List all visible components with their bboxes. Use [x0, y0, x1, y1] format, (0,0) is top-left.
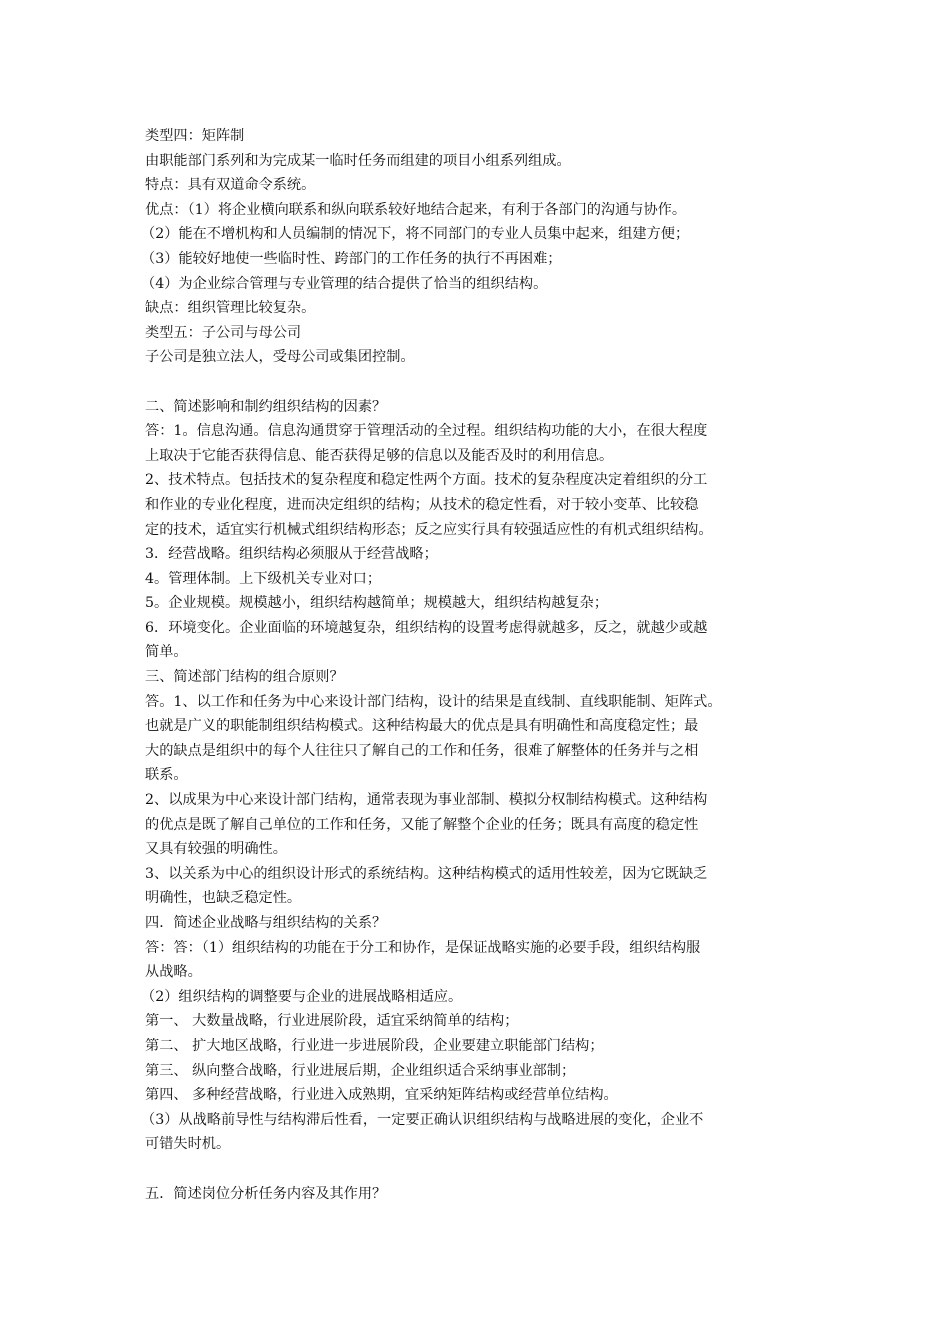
text-line: 优点：（1）将企业横向联系和纵向联系较好地结合起来，有利于各部门的沟通与协作。: [145, 201, 687, 218]
text-line: 又具有较强的明确性。: [145, 841, 287, 858]
section-heading: 二、简述影响和制约组织结构的因素？: [145, 398, 387, 415]
text-line: 答。1、以工作和任务为中心来设计部门结构，设计的结果是直线制、直线职能制、矩阵式。: [145, 693, 722, 710]
text-line: 第一、 大数量战略，行业进展阶段，适宜采纳简单的结构；: [145, 1013, 519, 1030]
text-line: 第二、 扩大地区战略，行业进一步进展阶段，企业要建立职能部门结构；: [145, 1037, 604, 1054]
text-line: 5。企业规模。规模越小，组织结构越简单；规模越大，组织结构越复杂；: [145, 595, 609, 612]
section-heading: 三、简述部门结构的组合原则？: [145, 669, 344, 686]
text-line: 由职能部门系列和为完成某一临时任务而组建的项目小组系列组成。: [145, 152, 571, 169]
text-line: 答：1。信息沟通。信息沟通贯穿于管理活动的全过程。组织结构功能的大小，在很大程度: [145, 423, 708, 440]
section-heading: 五．简述岗位分析任务内容及其作用？: [145, 1185, 387, 1202]
text-line: 可错失时机。: [145, 1136, 231, 1153]
text-line: 答：答：（1）组织结构的功能在于分工和协作，是保证战略实施的必要手段，组织结构服: [145, 939, 701, 956]
text-line: 也就是广义的职能制组织结构模式。这种结构最大的优点是具有明确性和高度稳定性；最: [145, 718, 699, 735]
text-line: 类型四：矩阵制: [145, 128, 245, 144]
text-line: 2、以成果为中心来设计部门结构，通常表现为事业部制、模拟分权制结构模式。这种结构: [145, 792, 708, 809]
text-line: 明确性，也缺乏稳定性。: [145, 890, 302, 907]
text-line: 从战略。: [145, 964, 202, 981]
text-line: 3、以关系为中心的组织设计形式的系统结构。这种结构模式的适用性较差，因为它既缺乏: [145, 865, 708, 882]
text-line: 6．环境变化。企业面临的环境越复杂，组织结构的设置考虑得就越多，反之，就越少或越: [145, 619, 708, 636]
text-line: 2、技术特点。包括技术的复杂程度和稳定性两个方面。技术的复杂程度决定着组织的分工: [145, 472, 708, 489]
blank-line: [145, 370, 825, 395]
text-line: （2）能在不增机构和人员编制的情况下，将不同部门的专业人员集中起来，组建方便；: [141, 226, 690, 243]
text-line: 4。管理体制。上下级机关专业对口；: [145, 570, 382, 587]
text-line: 第三、 纵向整合战略，行业进展后期，企业组织适合采纳事业部制；: [145, 1062, 576, 1079]
text-line: 联系。: [145, 767, 188, 784]
document-body: [141, 124, 825, 1206]
text-line: 的优点是既了解自己单位的工作和任务，又能了解整个企业的任务；既具有高度的稳定性: [145, 816, 699, 833]
text-line: （3）能较好地使一些临时性、跨部门的工作任务的执行不再困难；: [141, 250, 562, 267]
text-line: 特点：具有双道命令系统。: [145, 177, 316, 194]
section-heading: 四．简述企业战略与组织结构的关系？: [145, 915, 387, 931]
text-line: 缺点：组织管理比较复杂。: [145, 300, 316, 317]
text-line: （4）为企业综合管理与专业管理的结合提供了恰当的组织结构。: [141, 275, 548, 292]
text-line: 类型五：子公司与母公司: [145, 324, 302, 341]
text-line: （3）从战略前导性与结构滞后性看，一定要正确认识组织结构与战略进展的变化，企业不: [141, 1111, 704, 1128]
text-line: 和作业的专业化程度，进而决定组织的结构；从技术的稳定性看，对于较小变革、比较稳: [145, 496, 699, 513]
text-line: 简单。: [145, 644, 188, 661]
text-line: 上取决于它能否获得信息、能否获得足够的信息以及能否及时的利用信息。: [145, 447, 614, 464]
text-line: 子公司是独立法人，受母公司或集团控制。: [145, 349, 415, 366]
text-line: 第四、 多种经营战略，行业进入成熟期，宜采纳矩阵结构或经营单位结构。: [145, 1087, 618, 1104]
text-line: 定的技术，适宜实行机械式组织结构形态；反之应实行具有较强适应性的有机式组织结构。: [145, 521, 713, 538]
blank-line: [145, 1157, 825, 1182]
text-line: 大的缺点是组织中的每个人往往只了解自己的工作和任务，很难了解整体的任务并与之相: [145, 742, 699, 759]
text-line: 3．经营战略。组织结构必须服从于经营战略；: [145, 546, 438, 563]
text-line: （2）组织结构的调整要与企业的进展战略相适应。: [141, 988, 463, 1005]
